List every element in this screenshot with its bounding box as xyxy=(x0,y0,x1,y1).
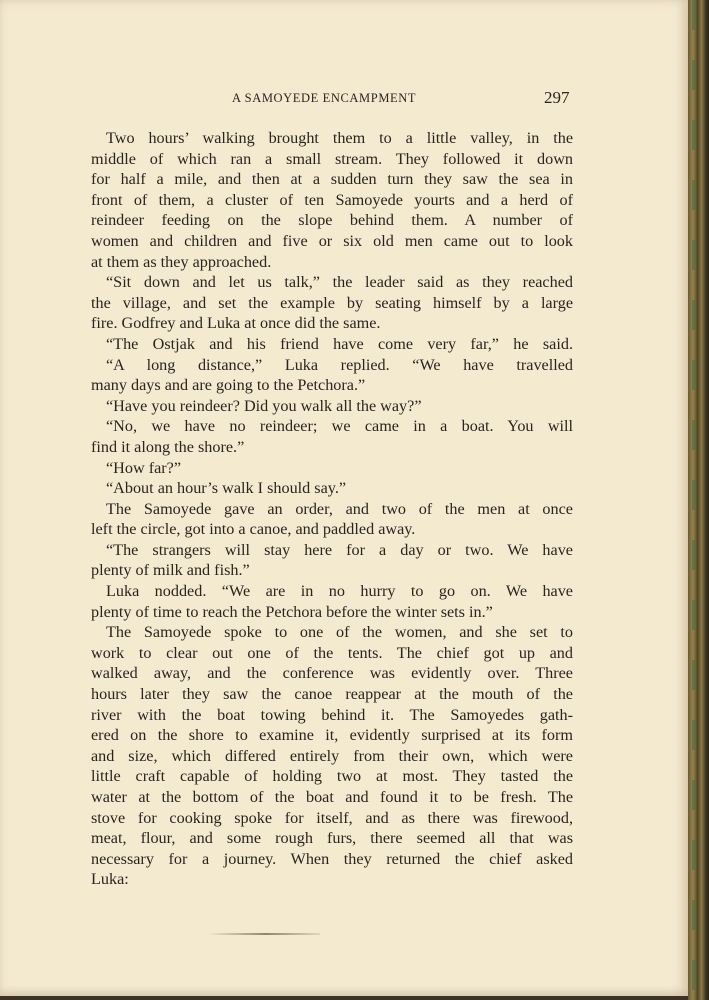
text-line: work to clear out one of the tents. The chief got up and xyxy=(91,643,573,662)
text-line: “No, we have no reindeer; we came in a boat. You will xyxy=(106,417,573,436)
text-line: Luka nodded. “We are in no hurry to go on. We have xyxy=(106,582,573,601)
text-line: little craft capable of holding two at most. They tasted the xyxy=(91,767,573,786)
running-head: A SAMOYEDE ENCAMPMENT xyxy=(232,91,417,105)
text-line: “Have you reindeer? Did you walk all the way?” xyxy=(106,396,422,415)
text-line: many days and are going to the Petchora.” xyxy=(91,376,366,395)
text-line: the village, and set the example by seating himself by a large xyxy=(91,293,573,312)
text-line: “About an hour’s walk I should say.” xyxy=(106,479,347,498)
text-line: plenty of time to reach the Petchora before the winter sets in.” xyxy=(91,602,493,621)
text-line: stove for cooking spoke for itself, and as there was firewood, xyxy=(91,808,573,827)
text-line: meat, flour, and some rough furs, there seemed all that was xyxy=(91,829,573,848)
page-header xyxy=(0,88,688,112)
text-line: at them as they approached. xyxy=(91,252,272,271)
text-line: The Samoyede spoke to one of the women, and she set to xyxy=(106,623,573,642)
body-text xyxy=(91,128,573,890)
text-line: “Sit down and let us talk,” the leader said as they reached xyxy=(106,273,573,292)
text-line: left the circle, got into a canoe, and paddled away. xyxy=(91,520,416,539)
text-line: walked away, and the conference was evidently over. Three xyxy=(91,664,573,683)
text-line: women and children and five or six old men came out to look xyxy=(91,231,573,250)
book-page-edge xyxy=(688,0,709,1000)
text-line: Luka: xyxy=(91,870,129,889)
text-line: reindeer feeding on the slope behind them. A number of xyxy=(91,211,573,230)
text-line: front of them, a cluster of ten Samoyede yourts and a herd of xyxy=(91,190,573,209)
text-line: for half a mile, and then at a sudden turn they saw the sea in xyxy=(91,170,573,189)
text-line: ered on the shore to examine it, evidently surprised at its form xyxy=(91,726,573,745)
text-line: fire. Godfrey and Luka at once did the same. xyxy=(91,314,381,333)
text-line: Two hours’ walking brought them to a little valley, in the xyxy=(106,129,573,147)
text-line: and size, which differed entirely from their own, which were xyxy=(91,746,573,765)
text-line: “The Ostjak and his friend have come very far,” he said. xyxy=(106,334,573,353)
text-line: plenty of milk and fish.” xyxy=(91,561,250,580)
text-line: “A long distance,” Luka replied. “We have travelled xyxy=(106,355,573,374)
text-line: necessary for a journey. When they returned the chief asked xyxy=(91,849,573,868)
text-line: The Samoyede gave an order, and two of the men at once xyxy=(106,499,573,518)
page-number: 297 xyxy=(544,88,570,107)
text-line: “The strangers will stay here for a day or two. We have xyxy=(106,540,573,559)
page-rule xyxy=(212,933,320,935)
text-line: hours later they saw the canoe reappear at the mouth of the xyxy=(91,685,573,704)
text-line: middle of which ran a small stream. They followed it down xyxy=(91,149,573,168)
text-line: “How far?” xyxy=(106,458,182,477)
text-line: water at the bottom of the boat and found it to be fresh. The xyxy=(91,788,573,806)
text-line: river with the boat towing behind it. The Samoyedes gath- xyxy=(91,705,573,724)
text-line: find it along the shore.” xyxy=(91,437,245,456)
